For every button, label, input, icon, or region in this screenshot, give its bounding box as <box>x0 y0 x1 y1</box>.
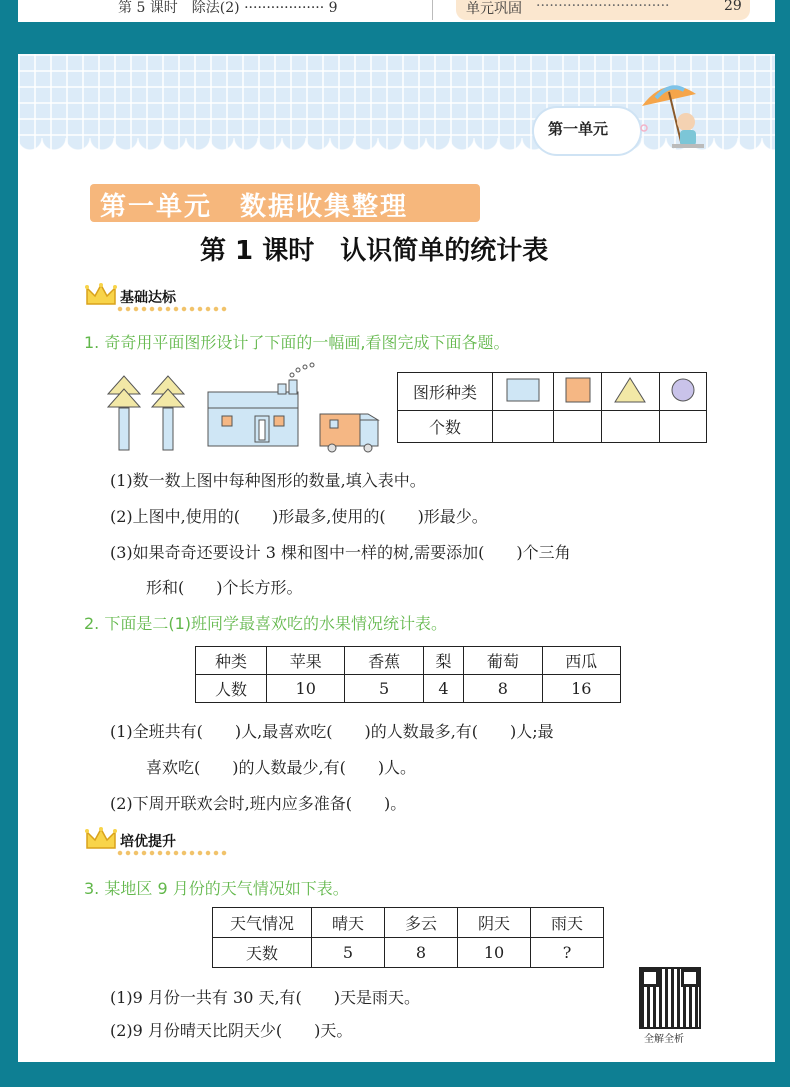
question-1-title: 1. 奇奇用平面图形设计了下面的一幅画,看图完成下面各题。 <box>84 333 510 352</box>
tree-illustration-1 <box>108 376 140 450</box>
question-3-title: 3. 某地区 9 月份的天气情况如下表。 <box>84 879 349 898</box>
tree-illustration-2 <box>152 376 184 450</box>
lesson-title: 第 1 课时 认识简单的统计表 <box>200 236 549 266</box>
question-1-sub-1: (1)数一数上图中每种图形的数量,填入表中。 <box>110 471 426 490</box>
question-3-sub-1: (1)9 月份一共有 30 天,有( )天是雨天。 <box>110 988 421 1007</box>
answer-blank-cell[interactable] <box>554 411 601 443</box>
truck-illustration <box>320 414 378 452</box>
crown-icon <box>84 282 118 308</box>
qr-code[interactable] <box>639 967 701 1029</box>
square-cell <box>554 373 601 411</box>
section-label-basic: 基础达标 <box>120 290 176 306</box>
rectangle-cell <box>493 373 554 411</box>
answer-blank-cell[interactable] <box>601 411 659 443</box>
table-row <box>213 908 604 938</box>
section-header-advanced <box>84 826 176 856</box>
question-3-sub-2: (2)9 月份晴天比阴天少( )天。 <box>110 1021 353 1040</box>
table-header-cell: 梨 <box>423 647 463 675</box>
section-header-basic <box>84 282 176 312</box>
circle-cell <box>659 373 706 411</box>
table-header-cell: 多云 <box>385 908 458 938</box>
table-header-cell: 西瓜 <box>542 647 620 675</box>
table-row <box>196 647 621 675</box>
shape-count-table <box>397 372 707 443</box>
unit-badge-label: 第一单元 <box>548 120 609 138</box>
table-cell: ? <box>531 938 604 968</box>
triangle-icon <box>614 377 646 403</box>
table-cell: 5 <box>345 675 423 703</box>
toc-divider <box>432 0 433 20</box>
section-dots <box>116 306 228 312</box>
toc-right-page: 29 <box>724 0 742 14</box>
answer-blank-cell[interactable] <box>493 411 554 443</box>
toc-right-label: 单元巩固 <box>466 1 522 17</box>
question-1-sub-3-cont: 形和( )个长方形。 <box>146 578 303 597</box>
question-1-sub-3: (3)如果奇奇还要设计 3 棵和图中一样的树,需要添加( )个三角 <box>110 543 571 562</box>
table-cell: 10 <box>458 938 531 968</box>
toc-strip <box>18 0 775 22</box>
circle-icon <box>670 377 696 403</box>
unit-title-banner <box>90 184 480 222</box>
question-1-sub-2: (2)上图中,使用的( )形最多,使用的( )形最少。 <box>110 507 488 526</box>
table-cell: 8 <box>385 938 458 968</box>
shape-picture <box>98 354 388 454</box>
umbrella-girl-icon <box>636 78 716 158</box>
table-header-cell: 个数 <box>398 411 493 443</box>
table-cell: 5 <box>312 938 385 968</box>
toc-entry-right <box>456 0 750 20</box>
table-header-cell: 雨天 <box>531 908 604 938</box>
question-2-title: 2. 下面是二(1)班同学最喜欢吃的水果情况统计表。 <box>84 614 448 633</box>
table-header-cell: 天气情况 <box>213 908 312 938</box>
table-header-cell: 苹果 <box>267 647 345 675</box>
workbook-page <box>18 54 775 1062</box>
table-header-cell: 阴天 <box>458 908 531 938</box>
fruit-table <box>195 646 621 703</box>
toc-entry-left: 第 5 课时 除法(2) ·················· 9 <box>118 0 338 16</box>
house-illustration <box>208 363 314 446</box>
table-row <box>196 675 621 703</box>
table-cell: 天数 <box>213 938 312 968</box>
table-header-cell: 葡萄 <box>464 647 542 675</box>
table-cell: 10 <box>267 675 345 703</box>
table-cell: 4 <box>423 675 463 703</box>
table-header-cell: 种类 <box>196 647 267 675</box>
section-dots <box>116 850 228 856</box>
square-icon <box>565 377 591 403</box>
table-header-cell: 图形种类 <box>398 373 493 411</box>
section-label-advanced: 培优提升 <box>120 834 176 850</box>
question-2-sub-2: (2)下周开联欢会时,班内应多准备( )。 <box>110 794 407 813</box>
rectangle-icon <box>506 378 540 402</box>
triangle-cell <box>601 373 659 411</box>
question-2-sub-1: (1)全班共有( )人,最喜欢吃( )的人数最多,有( )人;最 <box>110 722 554 741</box>
question-2-sub-1-cont: 喜欢吃( )的人数最少,有( )人。 <box>146 758 417 777</box>
qr-code-label: 全解全析 <box>644 1034 684 1045</box>
weather-table <box>212 907 604 968</box>
unit-title: 第一单元 数据收集整理 <box>100 192 409 222</box>
table-row <box>213 938 604 968</box>
table-header-cell: 晴天 <box>312 908 385 938</box>
crown-icon <box>84 826 118 852</box>
table-cell: 16 <box>542 675 620 703</box>
table-cell: 人数 <box>196 675 267 703</box>
table-header-cell: 香蕉 <box>345 647 423 675</box>
table-cell: 8 <box>464 675 542 703</box>
toc-right-dots: ······························ <box>536 0 670 14</box>
answer-blank-cell[interactable] <box>659 411 706 443</box>
